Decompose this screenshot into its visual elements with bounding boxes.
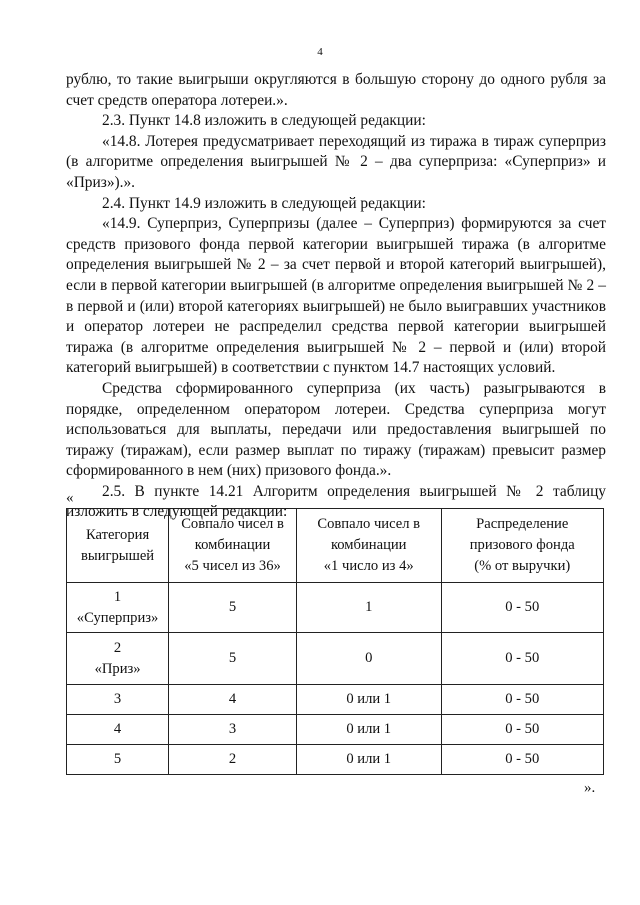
cell-category: 4 <box>67 715 169 745</box>
cell-fund: 0 - 50 <box>441 633 604 685</box>
header-line: комбинации <box>194 537 271 553</box>
cell-fund: 0 - 50 <box>441 715 604 745</box>
header-line: призового фонда <box>469 537 575 553</box>
category-number: 1 <box>113 588 122 605</box>
cell-fund: 0 - 50 <box>441 685 604 715</box>
cell-match1: 0 <box>296 633 441 685</box>
paragraph: «14.8. Лотерея предусматривает переходящий из тиража в тираж суперприз (в алгоритме определения выигрышей № 2 – два суперприза: «Суперприз» и «Приз»).». <box>66 132 606 191</box>
cell-match5: 3 <box>169 715 297 745</box>
category-name: «Суперприз» <box>76 609 159 626</box>
document-body <box>66 70 606 523</box>
paragraph: 2.4. Пункт 14.9 изложить в следующей редакции: <box>102 194 426 212</box>
cell-match5: 2 <box>169 745 297 775</box>
category-name: «Приз» <box>94 660 141 677</box>
header-line: комбинации <box>330 537 407 553</box>
header-line: (% от выручки) <box>474 558 571 574</box>
quote-close-mark: ». <box>584 780 596 796</box>
header-match1 <box>296 509 441 583</box>
cell-category: 3 <box>67 685 169 715</box>
cell-match1: 0 или 1 <box>296 745 441 775</box>
table-row <box>67 685 604 715</box>
header-line: Совпало чисел в <box>181 516 284 532</box>
cell-match1: 0 или 1 <box>296 715 441 745</box>
header-category <box>67 509 169 583</box>
table-row <box>67 715 604 745</box>
table-row <box>67 745 604 775</box>
paragraph: 2.3. Пункт 14.8 изложить в следующей редакции: <box>102 112 426 130</box>
cell-category <box>67 583 169 633</box>
cell-category: 5 <box>67 745 169 775</box>
cell-match5: 5 <box>169 583 297 633</box>
paragraph: рублю, то такие выигрыши округляются в большую сторону до одного рубля за счет средств оператора лотереи.». <box>66 71 606 109</box>
category-number: 2 <box>113 639 122 656</box>
page-number: 4 <box>317 46 323 58</box>
cell-match5: 5 <box>169 633 297 685</box>
header-fund <box>441 509 604 583</box>
header-match5 <box>169 509 297 583</box>
table-header-row <box>67 509 604 583</box>
header-line: Распределение <box>476 516 569 532</box>
paragraph: 2.5. В пункте 14.21 Алгоритм определения выигрышей № 2 таблицу изложить в следующей редакции: <box>66 482 606 521</box>
table-row <box>67 633 604 685</box>
table-row <box>67 583 604 633</box>
cell-fund: 0 - 50 <box>441 583 604 633</box>
paragraph: Средства сформированного суперприза (их часть) разыгрываются в порядке, определенном оператором лотереи. Средства суперприза могут использоваться для выплаты, передачи или предоставления выигрышей по тиражу (тиражам), если размер выплат по тиражу (тиражам) превысит размер сформированного в нем (них) призового фонда.». <box>66 379 606 480</box>
header-line: Совпало чисел в <box>317 516 421 532</box>
header-line: «5 чисел из 36» <box>184 558 281 574</box>
cell-match1: 0 или 1 <box>296 685 441 715</box>
quote-open-mark: « <box>66 490 74 506</box>
cell-match1: 1 <box>296 583 441 633</box>
paragraph: «14.9. Суперприз, Суперпризы (далее – Суперприз) формируются за счет средств призового фонда первой категории выигрышей тиража (в алгоритме определения выигрышей № 2 – за счет первой и второй категорий выигрышей), если в первой категории выигрышей (в алгоритме определения выигрышей № 2 – в первой и (или) второй категориях выигрышей) не было выигравших участников и оператор лотереи не распределил средства первой категории выигрышей тиража (в алгоритме определения выигрышей № 2 – первой и (или) второй категорий выигрышей) в соответствии с пунктом 14.7 настоящих условий. <box>66 215 606 377</box>
header-line: Категория <box>85 526 150 543</box>
header-line: выигрышей <box>81 547 155 564</box>
header-line: «1 число из 4» <box>323 558 414 574</box>
cell-fund: 0 - 50 <box>441 745 604 775</box>
prize-distribution-table <box>66 508 604 775</box>
cell-match5: 4 <box>169 685 297 715</box>
cell-category <box>67 633 169 685</box>
